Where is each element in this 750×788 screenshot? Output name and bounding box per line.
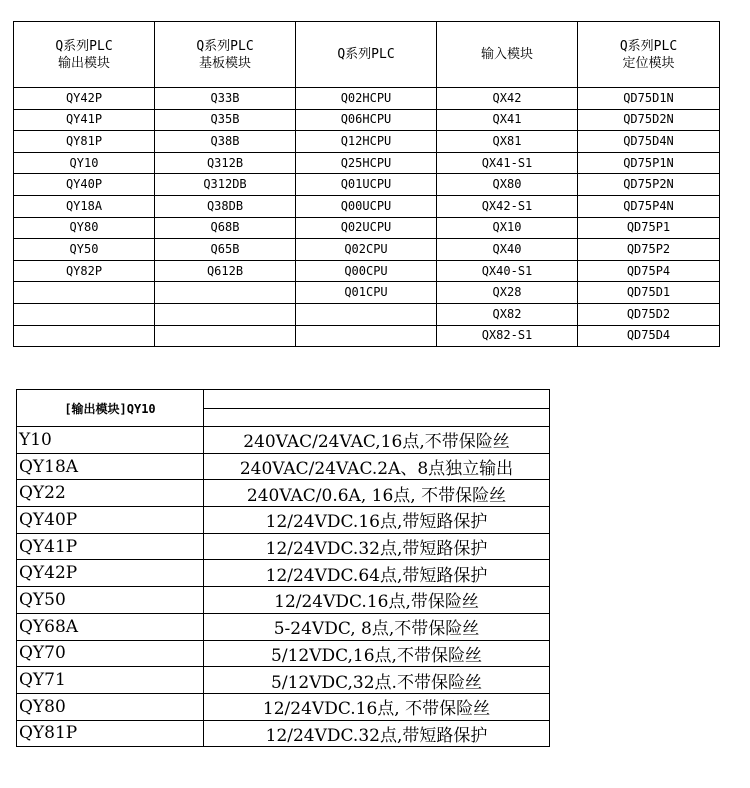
model-cell: QD75P4N xyxy=(578,195,720,217)
model-cell xyxy=(14,303,155,325)
model-cell: QY50 xyxy=(14,239,155,261)
table-row xyxy=(14,109,720,131)
model-cell: QX42 xyxy=(437,88,578,110)
table-row xyxy=(14,174,720,196)
spec-model-cell: Y10 xyxy=(17,427,204,454)
table-row xyxy=(14,260,720,282)
spec-title-divider xyxy=(204,390,549,409)
table-row xyxy=(17,480,550,507)
model-cell: Q38B xyxy=(155,131,296,153)
spec-description-cell: 240VAC/24VAC,16点,不带保险丝 xyxy=(204,427,550,454)
model-cell xyxy=(296,325,437,347)
header-line: Q系列PLC xyxy=(337,47,395,62)
model-cell: Q01UCPU xyxy=(296,174,437,196)
spec-description-cell: 12/24VDC.32点,带短路保护 xyxy=(204,720,550,747)
model-cell: Q312DB xyxy=(155,174,296,196)
header-line: Q系列PLC xyxy=(196,38,254,54)
spec-description-cell: 12/24VDC.64点,带短路保护 xyxy=(204,560,550,587)
model-cell: QX41-S1 xyxy=(437,152,578,174)
model-cell: QD75D4 xyxy=(578,325,720,347)
module-table-header-cell xyxy=(155,22,296,88)
spec-model-cell: QY81P xyxy=(17,720,204,747)
model-cell: QD75D4N xyxy=(578,131,720,153)
model-cell: Q65B xyxy=(155,239,296,261)
model-cell: QD75D2N xyxy=(578,109,720,131)
model-cell: QX28 xyxy=(437,282,578,304)
table-row xyxy=(17,453,550,480)
table-row xyxy=(17,613,550,640)
model-cell: Q68B xyxy=(155,217,296,239)
spec-model-cell: QY41P xyxy=(17,533,204,560)
model-cell: Q12HCPU xyxy=(296,131,437,153)
table-row xyxy=(17,507,550,534)
table-row xyxy=(17,427,550,454)
model-cell: QD75D2 xyxy=(578,303,720,325)
model-cell: QY82P xyxy=(14,260,155,282)
spec-description-cell: 240VAC/24VAC.2A、8点独立输出 xyxy=(204,453,550,480)
spec-table-title: [输出模块]QY10 xyxy=(17,390,204,427)
model-cell: QX82-S1 xyxy=(437,325,578,347)
model-cell: QX40 xyxy=(437,239,578,261)
header-line: 输入模块 xyxy=(480,47,533,62)
table-row xyxy=(17,693,550,720)
model-cell xyxy=(296,303,437,325)
spec-description-cell: 5-24VDC, 8点,不带保险丝 xyxy=(204,613,550,640)
model-cell xyxy=(155,282,296,304)
model-cell: QY81P xyxy=(14,131,155,153)
spec-description-cell: 12/24VDC.16点,带短路保护 xyxy=(204,507,550,534)
table-row xyxy=(14,239,720,261)
table-row xyxy=(17,640,550,667)
spec-model-cell: QY80 xyxy=(17,693,204,720)
spec-model-cell: QY68A xyxy=(17,613,204,640)
model-cell: Q38DB xyxy=(155,195,296,217)
table-row xyxy=(17,533,550,560)
spec-description-cell: 12/24VDC.32点,带短路保护 xyxy=(204,533,550,560)
model-cell: Q35B xyxy=(155,109,296,131)
model-cell: QX10 xyxy=(437,217,578,239)
model-cell: Q00CPU xyxy=(296,260,437,282)
model-cell: QD75P4 xyxy=(578,260,720,282)
model-cell: QY10 xyxy=(14,152,155,174)
table-row xyxy=(17,667,550,694)
table-row xyxy=(17,587,550,614)
model-cell: QY40P xyxy=(14,174,155,196)
model-cell xyxy=(155,325,296,347)
model-cell: QY80 xyxy=(14,217,155,239)
header-line: 基板模块 xyxy=(198,55,251,71)
spec-model-cell: QY50 xyxy=(17,587,204,614)
model-cell: QD75D1 xyxy=(578,282,720,304)
table-row xyxy=(14,325,720,347)
spec-model-cell: QY22 xyxy=(17,480,204,507)
header-line: Q系列PLC xyxy=(619,38,678,54)
model-cell: QX40-S1 xyxy=(437,260,578,282)
model-cell: QY42P xyxy=(14,88,155,110)
model-cell: QD75P1N xyxy=(578,152,720,174)
table-row xyxy=(14,282,720,304)
header-line: 输出模块 xyxy=(57,55,110,71)
spec-description-cell: 12/24VDC.16点,带保险丝 xyxy=(204,587,550,614)
table-row xyxy=(14,195,720,217)
output-module-spec-table xyxy=(16,389,550,747)
model-cell xyxy=(14,282,155,304)
header-line: Q系列PLC xyxy=(55,38,113,54)
model-cell: QX41 xyxy=(437,109,578,131)
model-cell: Q00UCPU xyxy=(296,195,437,217)
spec-title-row xyxy=(17,390,550,427)
spec-model-cell: QY42P xyxy=(17,560,204,587)
spec-description-cell: 240VAC/0.6A, 16点, 不带保险丝 xyxy=(204,480,550,507)
model-cell: QD75P2N xyxy=(578,174,720,196)
spec-title-right-cell xyxy=(204,390,550,427)
model-cell: Q01CPU xyxy=(296,282,437,304)
table-row xyxy=(14,152,720,174)
spec-model-cell: QY18A xyxy=(17,453,204,480)
model-cell xyxy=(14,325,155,347)
spec-description-cell: 5/12VDC,16点,不带保险丝 xyxy=(204,640,550,667)
model-cell: Q612B xyxy=(155,260,296,282)
model-cell: Q33B xyxy=(155,88,296,110)
model-cell: QX42-S1 xyxy=(437,195,578,217)
model-cell: QX82 xyxy=(437,303,578,325)
model-cell: Q25HCPU xyxy=(296,152,437,174)
model-cell: Q06HCPU xyxy=(296,109,437,131)
model-cell: QD75D1N xyxy=(578,88,720,110)
model-cell: QX81 xyxy=(437,131,578,153)
module-table-header-cell xyxy=(296,22,437,88)
module-table-header-cell xyxy=(578,22,720,88)
header-line: 定位模块 xyxy=(622,55,675,71)
model-cell: QD75P1 xyxy=(578,217,720,239)
spec-title-empty xyxy=(204,409,549,427)
model-cell: Q02UCPU xyxy=(296,217,437,239)
spec-model-cell: QY70 xyxy=(17,640,204,667)
spec-description-cell: 5/12VDC,32点.不带保险丝 xyxy=(204,667,550,694)
table-row xyxy=(14,131,720,153)
spec-model-cell: QY71 xyxy=(17,667,204,694)
spec-description-cell: 12/24VDC.16点, 不带保险丝 xyxy=(204,693,550,720)
table-row xyxy=(14,88,720,110)
spec-model-cell: QY40P xyxy=(17,507,204,534)
plc-module-table xyxy=(13,21,720,347)
module-table-header-row xyxy=(14,22,720,88)
model-cell: Q02HCPU xyxy=(296,88,437,110)
table-row xyxy=(14,303,720,325)
model-cell: Q312B xyxy=(155,152,296,174)
table-row xyxy=(17,720,550,747)
model-cell: QD75P2 xyxy=(578,239,720,261)
model-cell: Q02CPU xyxy=(296,239,437,261)
model-cell: QY41P xyxy=(14,109,155,131)
model-cell xyxy=(155,303,296,325)
table-row xyxy=(14,217,720,239)
model-cell: QY18A xyxy=(14,195,155,217)
table-row xyxy=(17,560,550,587)
module-table-header-cell xyxy=(14,22,155,88)
model-cell: QX80 xyxy=(437,174,578,196)
module-table-header-cell xyxy=(437,22,578,88)
